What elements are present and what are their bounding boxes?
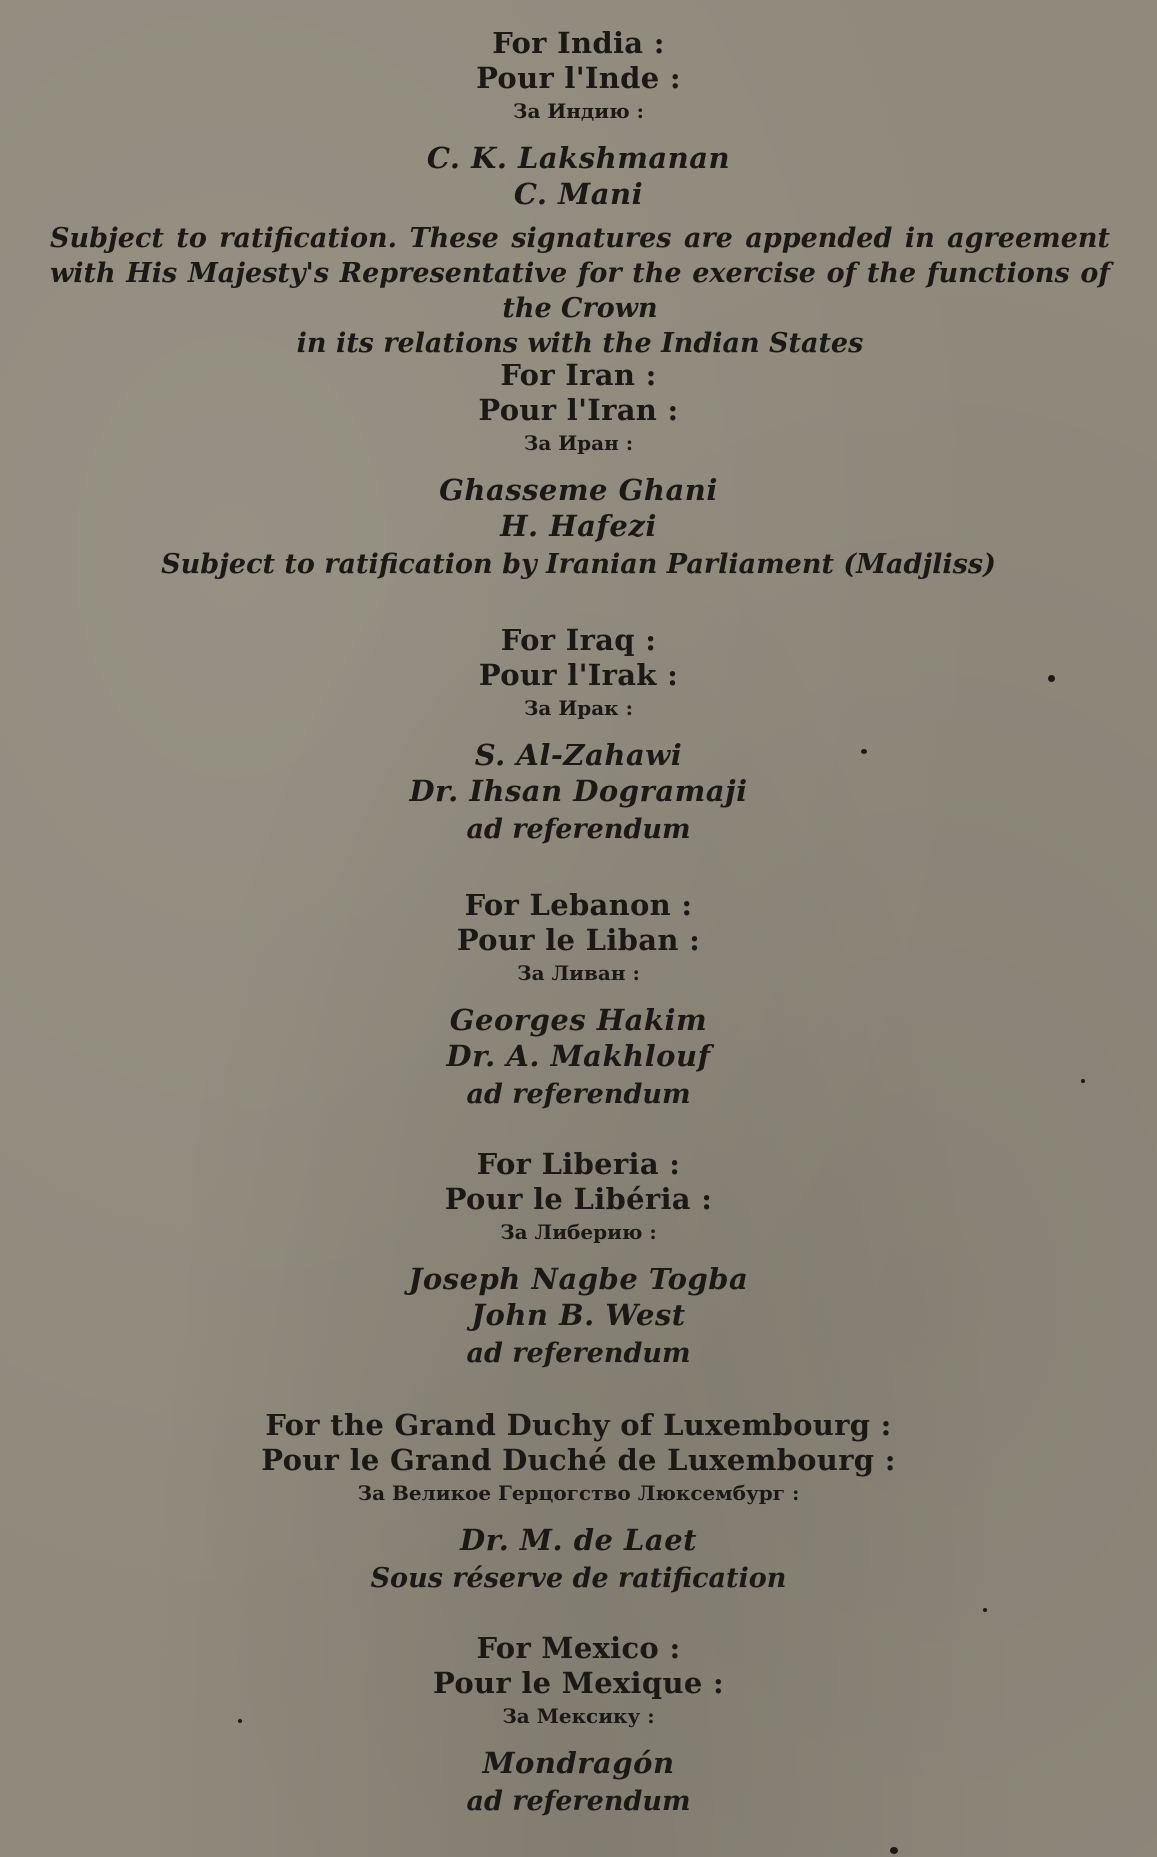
signatory-name: John B. West (471, 1298, 686, 1332)
reservation-note-text: Subject to ratification. These signatures are appended in agreement with His Majesty's Representative for the exercise of the functions of the Crown (50, 223, 1110, 324)
reservation-note-text: in its relations with the Indian States (296, 328, 864, 359)
paper-speck (238, 1719, 242, 1723)
signatory-name: Georges Hakim (449, 1003, 708, 1037)
reservation-note: Subject to ratification by Iranian Parliament (Madjliss) (161, 549, 996, 580)
paper-speck (861, 749, 867, 754)
signatory-name: Joseph Nagbe Togba (408, 1262, 749, 1296)
signature-block-liberia (0, 1147, 1157, 1374)
reservation-note: ad referendum (466, 1338, 691, 1369)
reservation-note-india (50, 221, 1110, 361)
country-heading-french: Pour l'Irak : (478, 658, 679, 692)
paper-speck (1081, 1079, 1085, 1083)
paper-speck (983, 1608, 987, 1612)
country-heading-english: For Lebanon : (464, 888, 693, 922)
country-heading-french: Pour l'Iran : (478, 393, 679, 427)
country-heading-english: For the Grand Duchy of Luxembourg : (265, 1408, 892, 1442)
country-heading-french: Pour le Liban : (456, 923, 701, 957)
signatory-name: C. Mani (513, 177, 644, 211)
signatory-name: H. Hafezi (500, 509, 657, 543)
country-heading-russian: За Ливан : (517, 961, 640, 985)
signatory-name: Dr. A. Makhlouf (446, 1039, 711, 1073)
country-heading-english: For Iraq : (500, 623, 657, 657)
country-heading-french: Pour le Grand Duché de Luxembourg : (261, 1443, 896, 1477)
country-heading-russian: За Мексику : (502, 1704, 655, 1728)
country-heading-russian: За Великое Герцогство Люксембург : (357, 1481, 800, 1505)
paper-speck (890, 1847, 898, 1854)
signatory-name: Mondragón (482, 1746, 675, 1780)
signatory-name: Dr. Ihsan Dogramaji (409, 774, 748, 808)
signatory-name: C. K. Lakshmanan (426, 141, 731, 175)
paper-speck (1048, 675, 1055, 682)
signature-block-india (0, 26, 1157, 212)
signature-block-iran (0, 358, 1157, 585)
country-heading-russian: За Иран : (523, 431, 634, 455)
signature-block-luxembourg (0, 1408, 1157, 1599)
country-heading-russian: За Ирак : (524, 696, 633, 720)
signature-block-lebanon (0, 888, 1157, 1115)
country-heading-english: For India : (492, 26, 665, 60)
reservation-note: Sous réserve de ratification (370, 1563, 787, 1594)
reservation-note: ad referendum (466, 814, 691, 845)
signature-block-mexico (0, 1631, 1157, 1822)
country-heading-english: For Mexico : (476, 1631, 681, 1665)
reservation-note: ad referendum (466, 1786, 691, 1817)
signatory-name: Dr. M. de Laet (459, 1523, 698, 1557)
country-heading-french: Pour l'Inde : (476, 61, 681, 95)
country-heading-french: Pour le Libéria : (444, 1182, 713, 1216)
reservation-note: ad referendum (466, 1079, 691, 1110)
country-heading-english: For Iran : (500, 358, 657, 392)
country-heading-russian: За Либерию : (500, 1220, 657, 1244)
signatory-name: Ghasseme Ghani (439, 473, 718, 507)
signature-block-iraq (0, 623, 1157, 850)
country-heading-french: Pour le Mexique : (433, 1666, 724, 1700)
country-heading-russian: За Индию : (513, 99, 644, 123)
country-heading-english: For Liberia : (476, 1147, 681, 1181)
signatory-name: S. Al-Zahawi (474, 738, 683, 772)
